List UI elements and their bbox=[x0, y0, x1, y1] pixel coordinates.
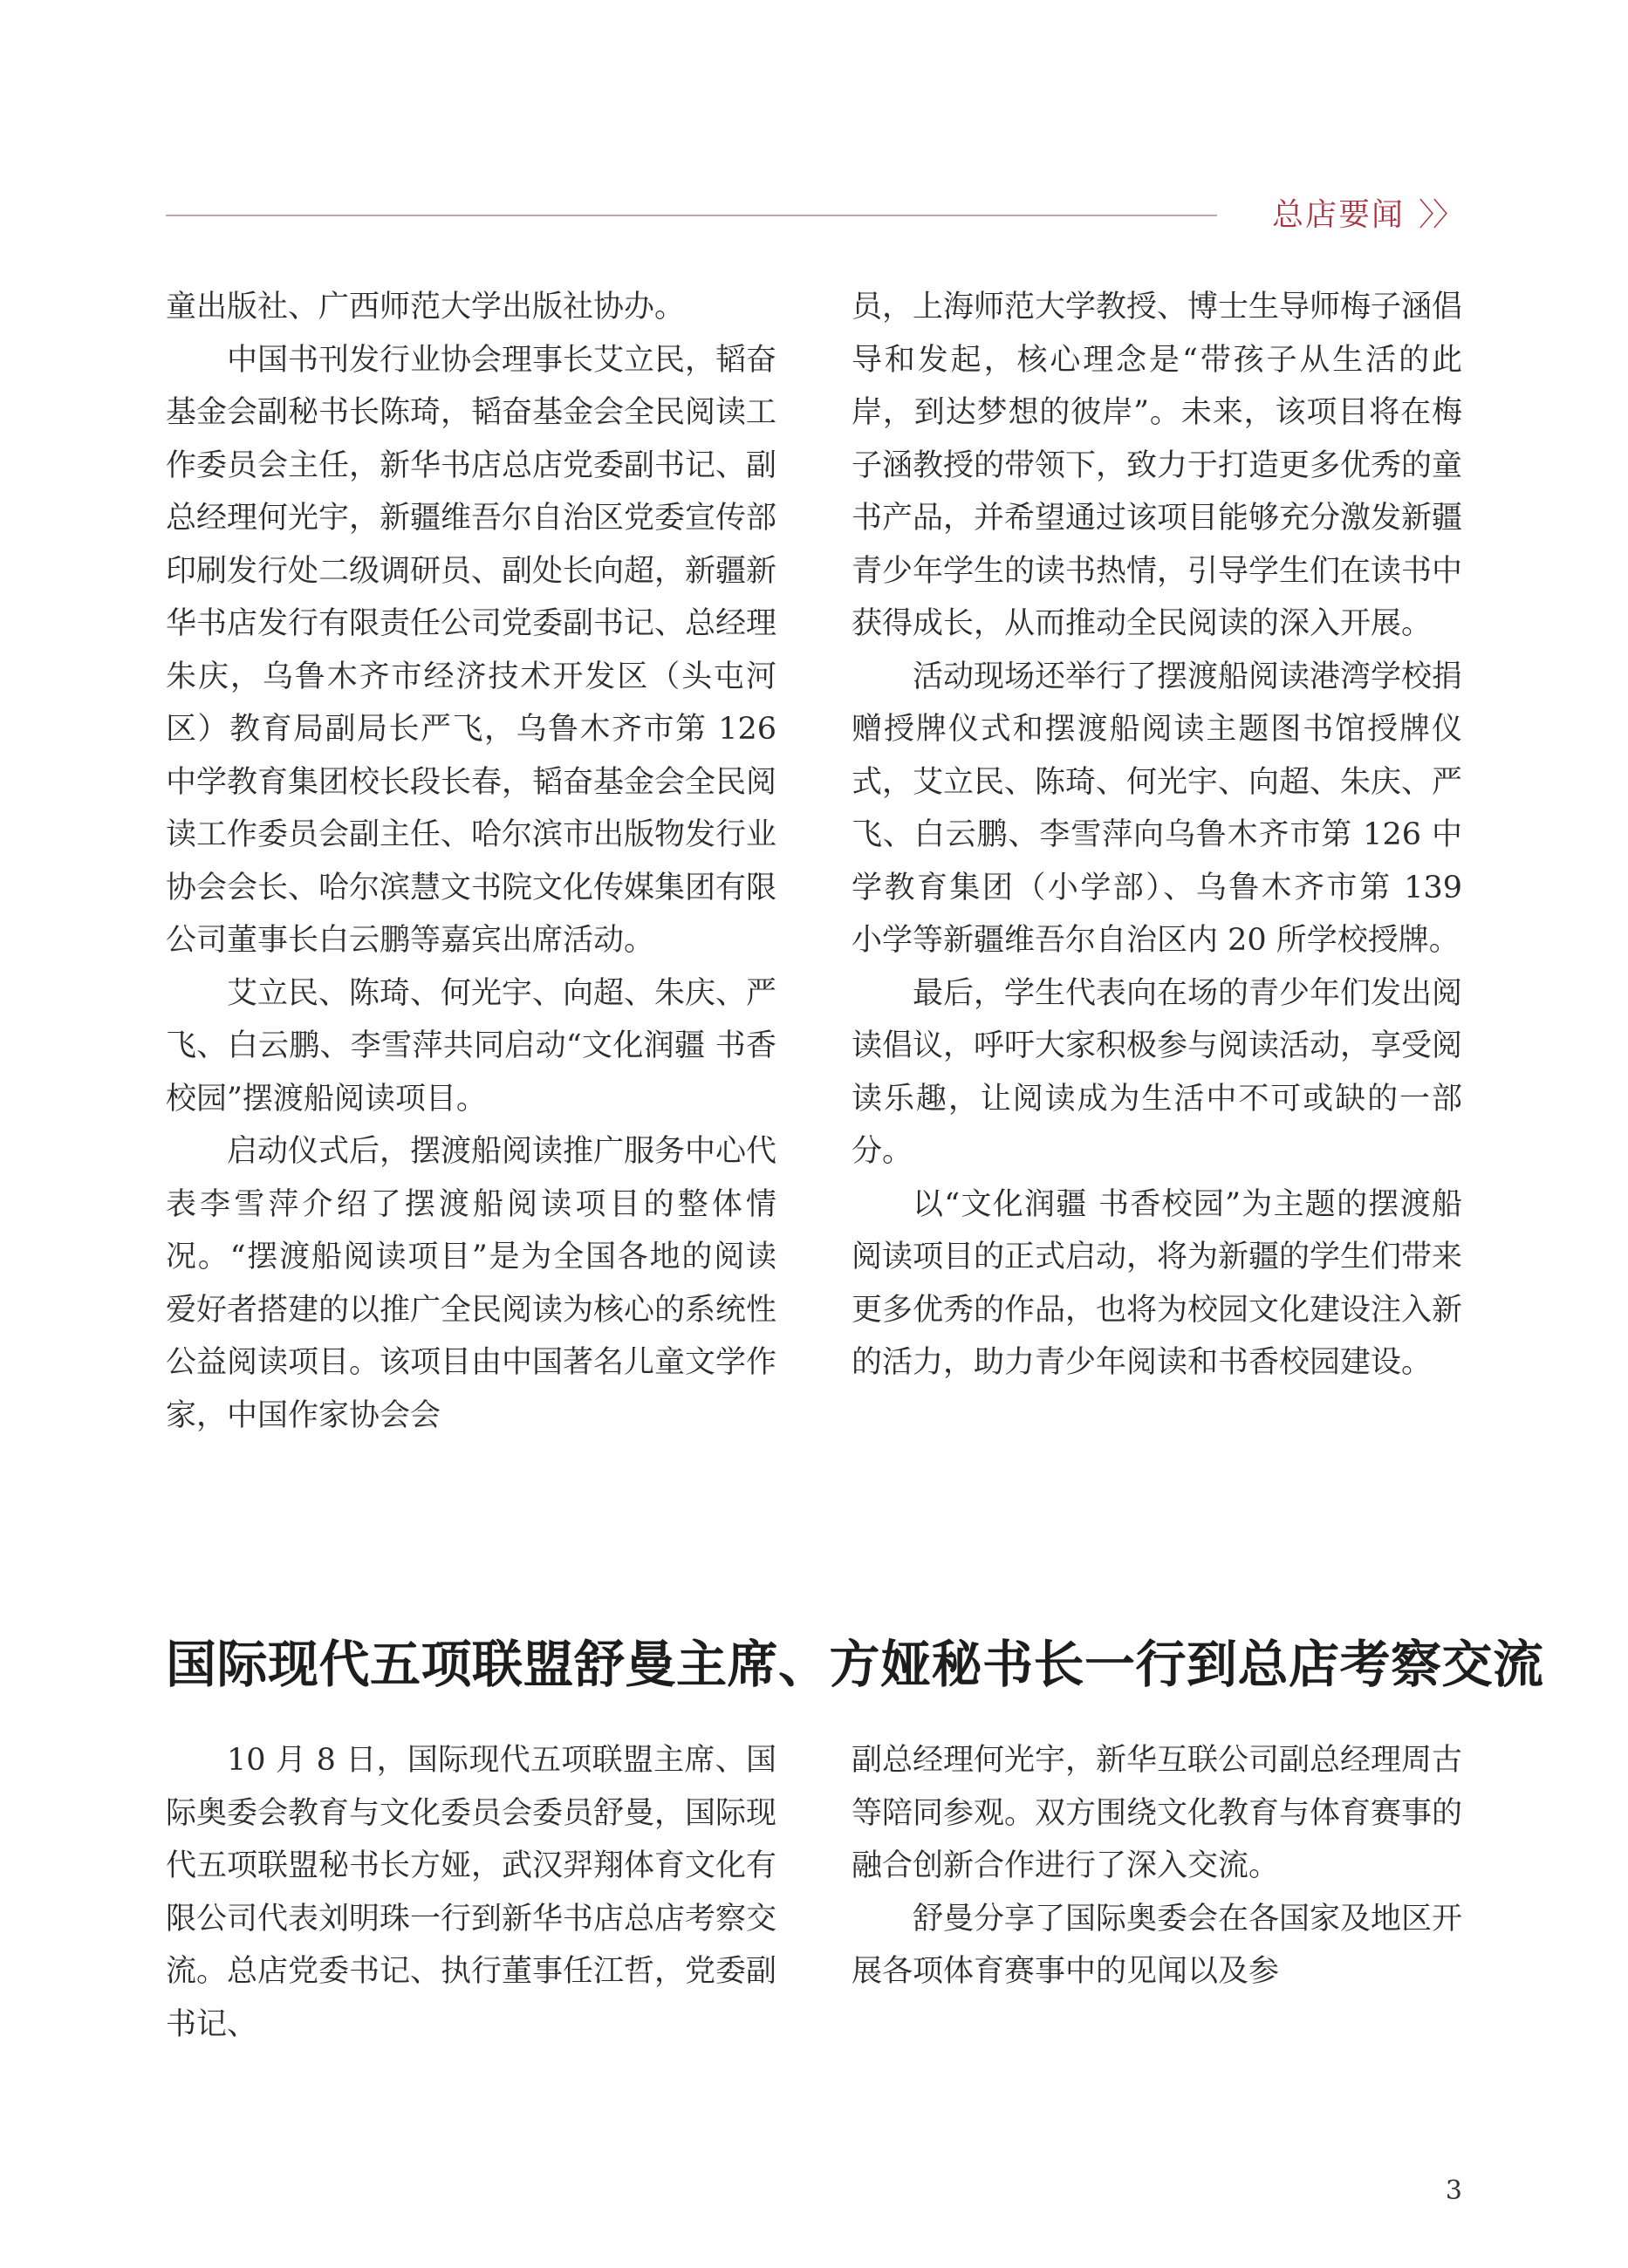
section-label bbox=[1272, 194, 1462, 237]
paragraph: 启动仪式后，摆渡船阅读推广服务中心代表李雪萍介绍了摆渡船阅读项目的整体情况。“摆渡船阅读项目”是为全国各地的阅读爱好者搭建的以推广全民阅读为核心的系统性公益阅读项目。该项目由中国著名儿童文学作家，中国作家协会会 bbox=[166, 1134, 777, 1433]
paragraph: 以“文化润疆 书香校园”为主题的摆渡船阅读项目的正式启动，将为新疆的学生们带来更多优秀的作品，也将为校园文化建设注入新的活力，助力青少年阅读和书香校园建设。 bbox=[852, 1186, 1463, 1380]
paragraph: 舒曼分享了国际奥委会在各国家及地区开展各项体育赛事中的见闻以及参 bbox=[852, 1901, 1463, 1989]
paragraph: 最后，学生代表向在场的青少年们发出阅读倡议，呼吁大家积极参与阅读活动，享受阅读乐趣，让阅读成为生活中不可或缺的一部分。 bbox=[852, 975, 1463, 1169]
paragraph: 活动现场还举行了摆渡船阅读港湾学校捐赠授牌仪式和摆渡船阅读主题图书馆授牌仪式，艾立民、陈琦、何光宇、向超、朱庆、严飞、白云鹏、李雪萍向乌鲁木齐市第 126 中学教育集团（小学部）、乌鲁木齐市第 139 小学等新疆维吾尔自治区内 20 所学校授牌。 bbox=[852, 659, 1463, 958]
page-header bbox=[166, 194, 1462, 237]
chevron-right-icon: 〉〉 bbox=[1418, 197, 1462, 233]
section-label-text: 总店要闻 bbox=[1271, 197, 1405, 233]
paragraph: 艾立民、陈琦、何光宇、向超、朱庆、严飞、白云鹏、李雪萍共同启动“文化润疆 书香校园”摆渡船阅读项目。 bbox=[166, 975, 777, 1117]
paragraph: 员，上海师范大学教授、博士生导师梅子涵倡导和发起，核心理念是“带孩子从生活的此岸，到达梦想的彼岸”。未来，该项目将在梅子涵教授的带领下，致力于打造更多优秀的童书产品，并希望通过该项目能够充分激发新疆青少年学生的读书热情，引导学生们在读书中获得成长，从而推动全民阅读的深入开展。 bbox=[852, 290, 1463, 641]
article-2-body bbox=[166, 1734, 1462, 2051]
header-rule bbox=[166, 215, 1217, 216]
page-number: 3 bbox=[1445, 2176, 1462, 2206]
paragraph: 10 月 8 日，国际现代五项联盟主席、国际奥委会教育与文化委员会委员舒曼，国际现代五项联盟秘书长方娅，武汉羿翔体育文化有限公司代表刘明珠一行到新华书店总店考察交流。总店党委书记、执行董事任江哲，党委副书记、 bbox=[166, 1743, 777, 2042]
article-1-body bbox=[166, 281, 1462, 1442]
paragraph: 中国书刊发行业协会理事长艾立民，韬奋基金会副秘书长陈琦，韬奋基金会全民阅读工作委员会主任，新华书店总店党委副书记、副总经理何光宇，新疆维吾尔自治区党委宣传部印刷发行处二级调研员、副处长向超，新疆新华书店发行有限责任公司党委副书记、总经理朱庆，乌鲁木齐市经济技术开发区（头屯河区）教育局副局长严飞，乌鲁木齐市第 126 中学教育集团校长段长春，韬奋基金会全民阅读工作委员会副主任、哈尔滨市出版物发行业协会会长、哈尔滨慧文书院文化传媒集团有限公司董事长白云鹏等嘉宾出席活动。 bbox=[166, 342, 777, 958]
article-1-left-column bbox=[166, 281, 776, 1442]
article-2-right-column bbox=[852, 1734, 1462, 2051]
paragraph: 副总经理何光宇，新华互联公司副总经理周古等陪同参观。双方围绕文化教育与体育赛事的融合创新合作进行了深入交流。 bbox=[852, 1743, 1463, 1883]
article-2-left-column bbox=[166, 1734, 776, 2051]
article-1-right-column bbox=[852, 281, 1462, 1442]
paragraph: 童出版社、广西师范大学出版社协办。 bbox=[166, 290, 686, 324]
article-2-title: 国际现代五项联盟舒曼主席、方娅秘书长一行到总店考察交流 bbox=[166, 1635, 1544, 1694]
